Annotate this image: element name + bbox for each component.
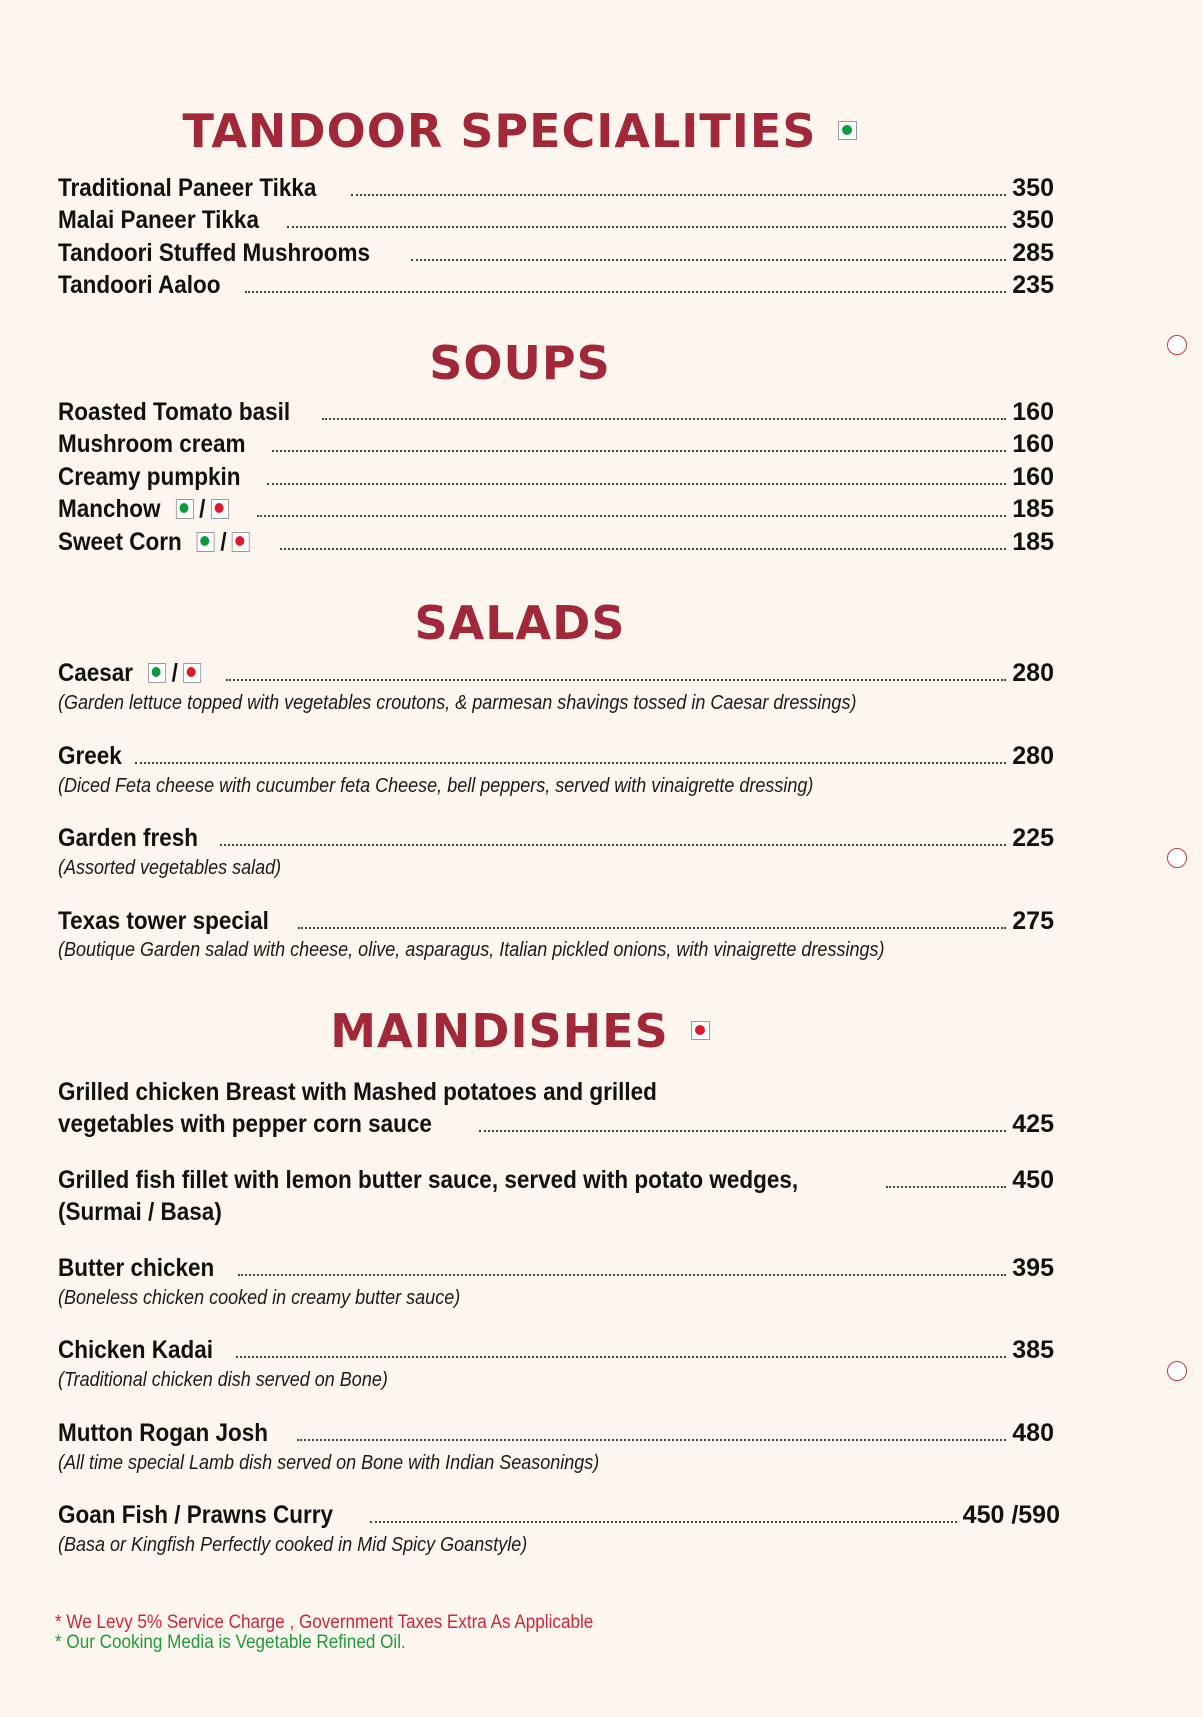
- menu-item: Tandoori Aaloo 235: [58, 271, 1054, 299]
- veg-icon: [176, 499, 194, 519]
- menu-item: Butter chicken 395: [58, 1254, 1054, 1282]
- menu-item: Caesar / 280: [58, 659, 1054, 687]
- menu-item: Manchow / 185: [58, 495, 1054, 523]
- veg-icon: [197, 532, 215, 552]
- dot-leader: [351, 194, 1006, 196]
- nonveg-icon: [232, 532, 250, 552]
- dot-leader: [370, 1521, 957, 1523]
- item-description: (Basa or Kingfish Perfectly cooked in Mid Spicy Goanstyle): [58, 1534, 528, 1556]
- dot-leader: [226, 679, 1006, 681]
- dot-leader: [236, 1356, 1006, 1358]
- menu-item: Malai Paneer Tikka 350: [58, 206, 1054, 234]
- dot-leader: [886, 1186, 1006, 1188]
- item-name-line: (Surmai / Basa): [58, 1198, 222, 1226]
- dot-leader: [220, 844, 1007, 846]
- binder-hole: [1167, 335, 1187, 355]
- dot-leader: [322, 418, 1006, 420]
- menu-item: Tandoori Stuffed Mushrooms 285: [58, 239, 1054, 267]
- menu-item: Sweet Corn / 185: [58, 528, 1054, 556]
- menu-item: Garden fresh 225: [58, 824, 1054, 852]
- menu-item: Grilled fish fillet with lemon butter sauce, served with potato wedges, 450: [58, 1166, 1054, 1194]
- menu-item: Creamy pumpkin 160: [58, 463, 1054, 491]
- dot-leader: [135, 762, 1006, 764]
- menu-item: Mutton Rogan Josh 480: [58, 1419, 1054, 1447]
- dot-leader: [298, 927, 1006, 929]
- veg-icon: [838, 121, 857, 140]
- menu-item: Goan Fish / Prawns Curry 450 /590: [58, 1501, 1060, 1529]
- veg-icon: [148, 663, 166, 683]
- nonveg-icon: [183, 663, 201, 683]
- dot-leader: [267, 483, 1006, 485]
- nonveg-icon: [211, 499, 229, 519]
- item-description: (Traditional chicken dish served on Bone): [58, 1369, 388, 1391]
- item-description: (All time special Lamb dish served on Bone with Indian Seasonings): [58, 1452, 600, 1474]
- menu-item: Greek 280: [58, 742, 1054, 770]
- dot-leader: [280, 548, 1006, 550]
- binder-hole: [1167, 848, 1187, 868]
- menu-item: Roasted Tomato basil 160: [58, 398, 1054, 426]
- item-description: (Garden lettuce topped with vegetables croutons, & parmesan shavings tossed in Caesar dressings): [58, 692, 857, 714]
- dot-leader: [245, 291, 1007, 293]
- item-description: (Diced Feta cheese with cucumber feta Cheese, bell peppers, served with vinaigrette dressing): [58, 775, 814, 797]
- item-name-line: Grilled chicken Breast with Mashed potatoes and grilled: [58, 1078, 657, 1106]
- dot-leader: [287, 226, 1006, 228]
- section-title-maindishes: MAINDISHES: [0, 1000, 1040, 1058]
- cooking-oil-note: * Our Cooking Media is Vegetable Refined Oil.: [55, 1632, 406, 1653]
- dot-leader: [272, 450, 1006, 452]
- item-description: (Boutique Garden salad with cheese, olive, asparagus, Italian pickled onions, with vinaigrette dressings): [58, 939, 885, 961]
- menu-item: Chicken Kadai 385: [58, 1336, 1054, 1364]
- menu-item: Mushroom cream 160: [58, 430, 1054, 458]
- dot-leader: [238, 1274, 1007, 1276]
- dot-leader: [411, 259, 1007, 261]
- item-description: (Boneless chicken cooked in creamy butter sauce): [58, 1287, 461, 1309]
- section-title-tandoor: TANDOOR SPECIALITIES: [0, 100, 1040, 158]
- section-title-salads: SALADS: [414, 595, 626, 650]
- menu-item: Texas tower special 275: [58, 907, 1054, 935]
- dot-leader: [297, 1439, 1006, 1441]
- nonveg-icon: [691, 1021, 710, 1040]
- dot-leader: [257, 515, 1007, 517]
- dot-leader: [479, 1130, 1006, 1132]
- menu-item: Traditional Paneer Tikka 350: [58, 174, 1054, 202]
- item-description: (Assorted vegetables salad): [58, 857, 282, 879]
- binder-hole: [1167, 1361, 1187, 1381]
- service-charge-note: * We Levy 5% Service Charge , Government Taxes Extra As Applicable: [55, 1612, 594, 1633]
- menu-item: vegetables with pepper corn sauce 425: [58, 1110, 1054, 1138]
- section-title-soups: SOUPS: [429, 335, 611, 390]
